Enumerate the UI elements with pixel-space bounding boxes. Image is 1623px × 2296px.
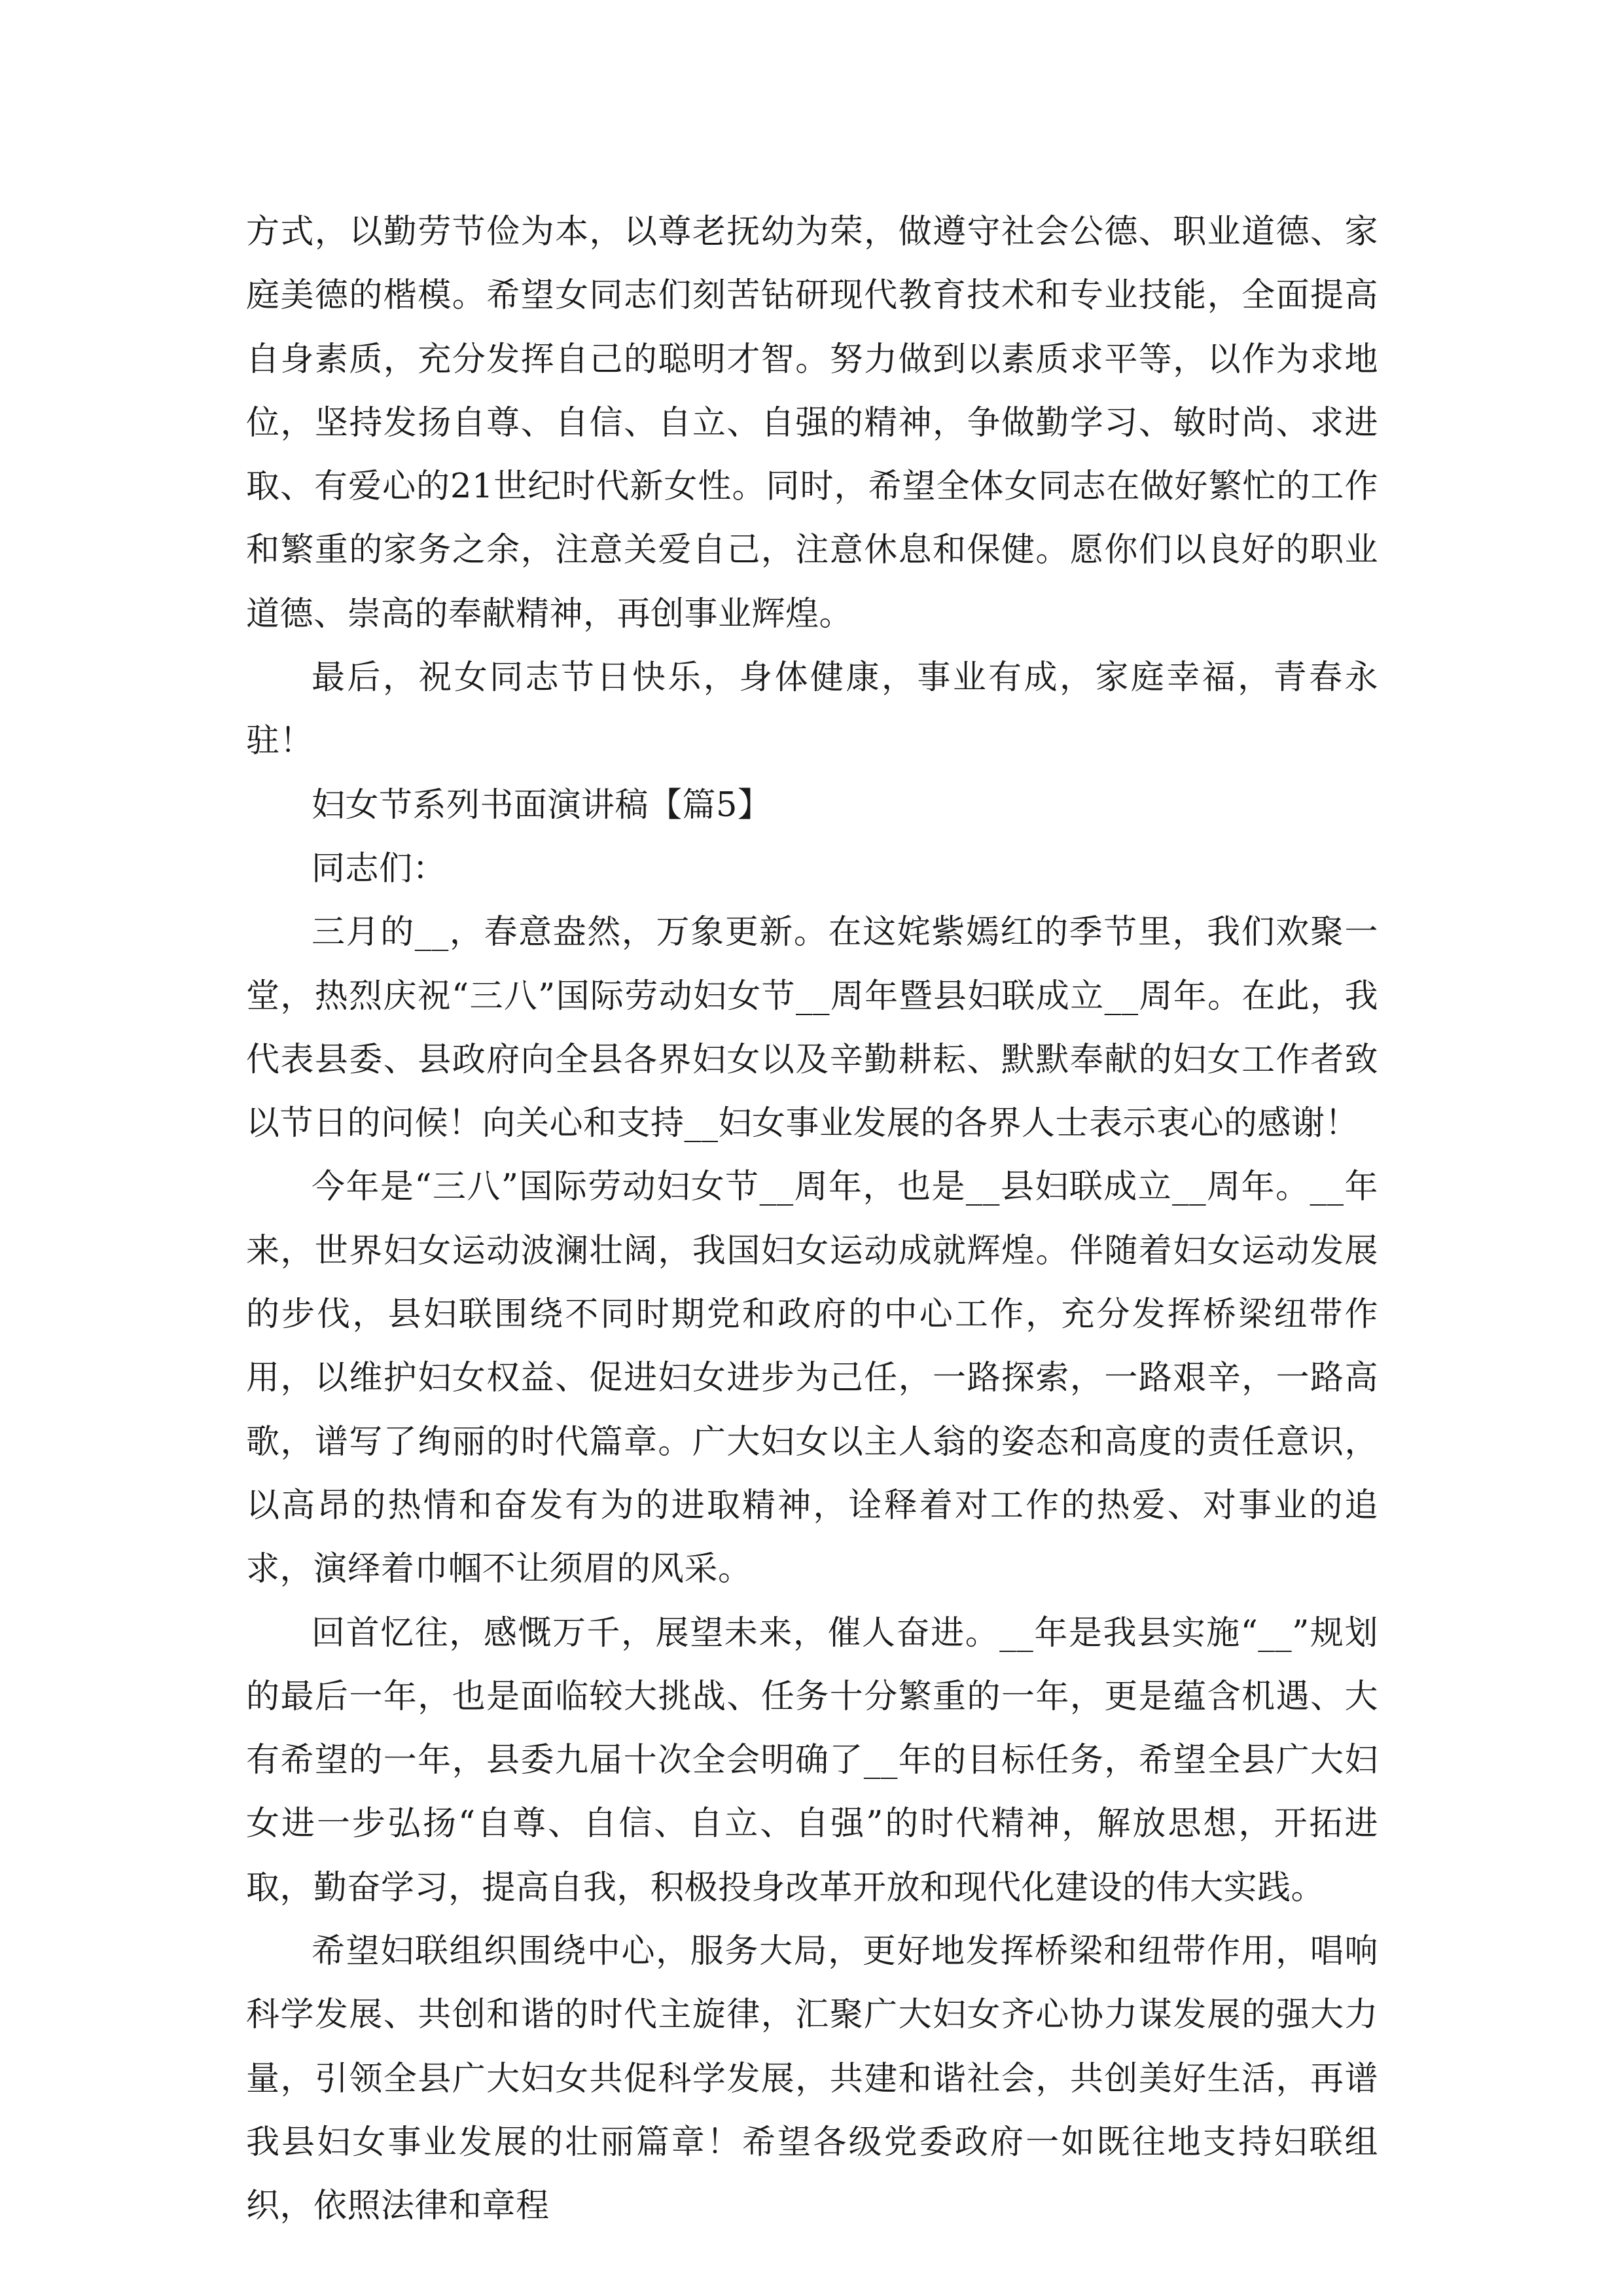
- paragraph: 三月的__，春意盎然，万象更新。在这姹紫嫣红的季节里，我们欢聚一堂，热烈庆祝“三八”国际劳动妇女节__周年暨县妇联成立__周年。在此，我代表县委、县政府向全县各界妇女以及辛勤耕耘、默默奉献的妇女工作者致以节日的问候！向关心和支持__妇女事业发展的各界人士表示衷心的感谢！: [246, 913, 1378, 1143]
- paragraph: 回首忆往，感慨万千，展望未来，催人奋进。__年是我县实施“__”规划的最后一年，也是面临较大挑战、任务十分繁重的一年，更是蕴含机遇、大有希望的一年，县委九届十次全会明确了__年的目标任务，希望全县广大妇女进一步弘扬“自尊、自信、自立、自强”的时代精神，解放思想，开拓进取，勤奋学习，提高自我，积极投身改革开放和现代化建设的伟大实践。: [246, 1613, 1378, 1907]
- section-heading: 妇女节系列书面演讲稿【篇5】: [312, 785, 772, 825]
- paragraph-continuation: 方式，以勤劳节俭为本，以尊老抚幼为荣，做遵守社会公德、职业道德、家庭美德的楷模。希望女同志们刻苦钻研现代教育技术和专业技能，全面提高自身素质，充分发挥自己的聪明才智。努力做到以素质求平等，以作为求地位，坚持发扬自尊、自信、自立、自强的精神，争做勤学习、敏时尚、求进取、有爱心的21世纪时代新女性。同时，希望全体女同志在做好繁忙的工作和繁重的家务之余，注意关爱自己，注意休息和保健。愿你们以良好的职业道德、崇高的奉献精神，再创事业辉煌。: [246, 213, 1378, 634]
- paragraph: 希望妇联组织围绕中心，服务大局，更好地发挥桥梁和纽带作用，唱响科学发展、共创和谐的时代主旋律，汇聚广大妇女齐心协力谋发展的强大力量，引领全县广大妇女共促科学发展，共建和谐社会，共创美好生活，再谱我县妇女事业发展的壮丽篇章！希望各级党委政府一如既往地支持妇联组织，依照法律和章程: [246, 1932, 1378, 2226]
- document-body: [246, 200, 1378, 2238]
- paragraph: 今年是“三八”国际劳动妇女节__周年，也是__县妇联成立__周年。__年来，世界妇女运动波澜壮阔，我国妇女运动成就辉煌。伴随着妇女运动发展的步伐，县妇联围绕不同时期党和政府的中心工作，充分发挥桥梁纽带作用，以维护妇女权益、促进妇女进步为己任，一路探索，一路艰辛，一路高歌，谱写了绚丽的时代篇章。广大妇女以主人翁的姿态和高度的责任意识，以高昂的热情和奋发有为的进取精神，诠释着对工作的热爱、对事业的追求，演绎着巾帼不让须眉的风采。: [246, 1168, 1378, 1589]
- salutation: 同志们：: [312, 849, 447, 888]
- paragraph-closing-wishes: 最后，祝女同志节日快乐，身体健康，事业有成，家庭幸福，青春永驻！: [246, 658, 1378, 761]
